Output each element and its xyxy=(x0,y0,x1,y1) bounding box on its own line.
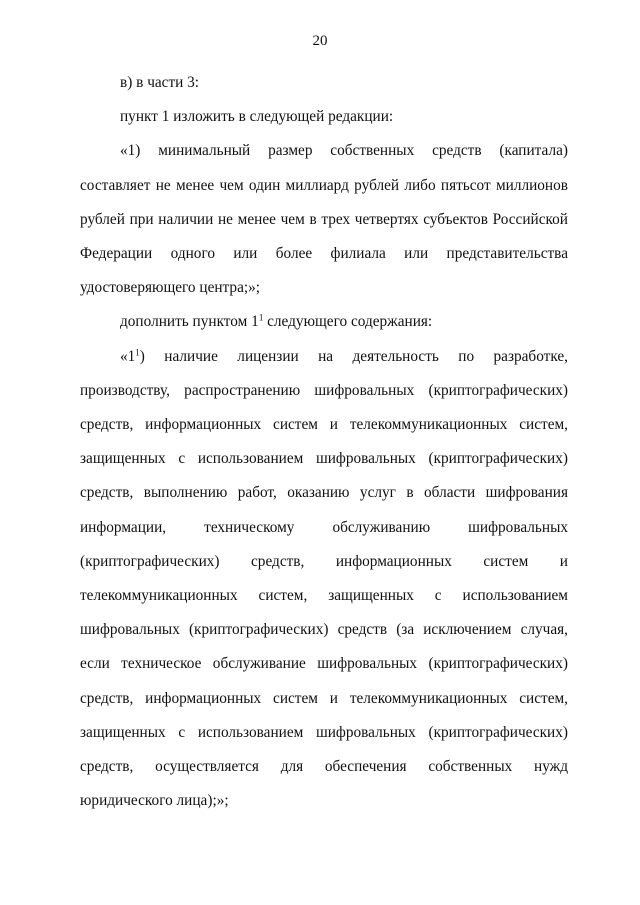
add-point-text-end: следующего содержания: xyxy=(263,313,433,331)
document-body xyxy=(80,66,568,818)
add-point-text: дополнить пунктом 1 xyxy=(120,313,259,331)
add-point-superscript: 1 xyxy=(258,313,264,324)
paragraph-part-3: в) в части 3: xyxy=(120,74,200,91)
point-1-1-open: «1 xyxy=(120,347,136,365)
point-1-1-superscript: 1 xyxy=(135,347,140,358)
paragraph-point-1-1-text xyxy=(80,340,568,819)
page-number: 20 xyxy=(312,33,328,49)
paragraph-point-1-text: «1) минимальный размер собственных средств (капитала) составляет не менее чем один миллиард рублей либо пятьсот миллионов рублей при наличии не менее чем в трех четвертях субъектов Российской Федерации одного или более филиала или представительства удостоверяющего центра;»; xyxy=(80,142,568,297)
paragraph-point-1-edit: пункт 1 изложить в следующей редакции: xyxy=(120,108,394,126)
paragraph-add-point xyxy=(80,305,568,339)
point-1-1-body: ) наличие лицензии на деятельность по разработке, производству, распространению шифровальных (криптографических) средств, информационных систем и телекоммуникационных систем, защищенных с использованием шифровальных (криптографических) средств, выполнению работ, оказанию услуг в области шифрования информации, техническому обслуживанию шифровальных (криптографических) средств, информационных систем и телекоммуникационных систем, защищенных с использованием шифровальных (криптографических) средств (за исключением случая, если техническое обслуживание шифровальных (криптографических) средств, информационных систем и телекоммуникационных систем, защищенных с использованием шифровальных (криптографических) средств, осуществляется для обеспечения собственных нужд юридического лица);»; xyxy=(80,347,568,810)
